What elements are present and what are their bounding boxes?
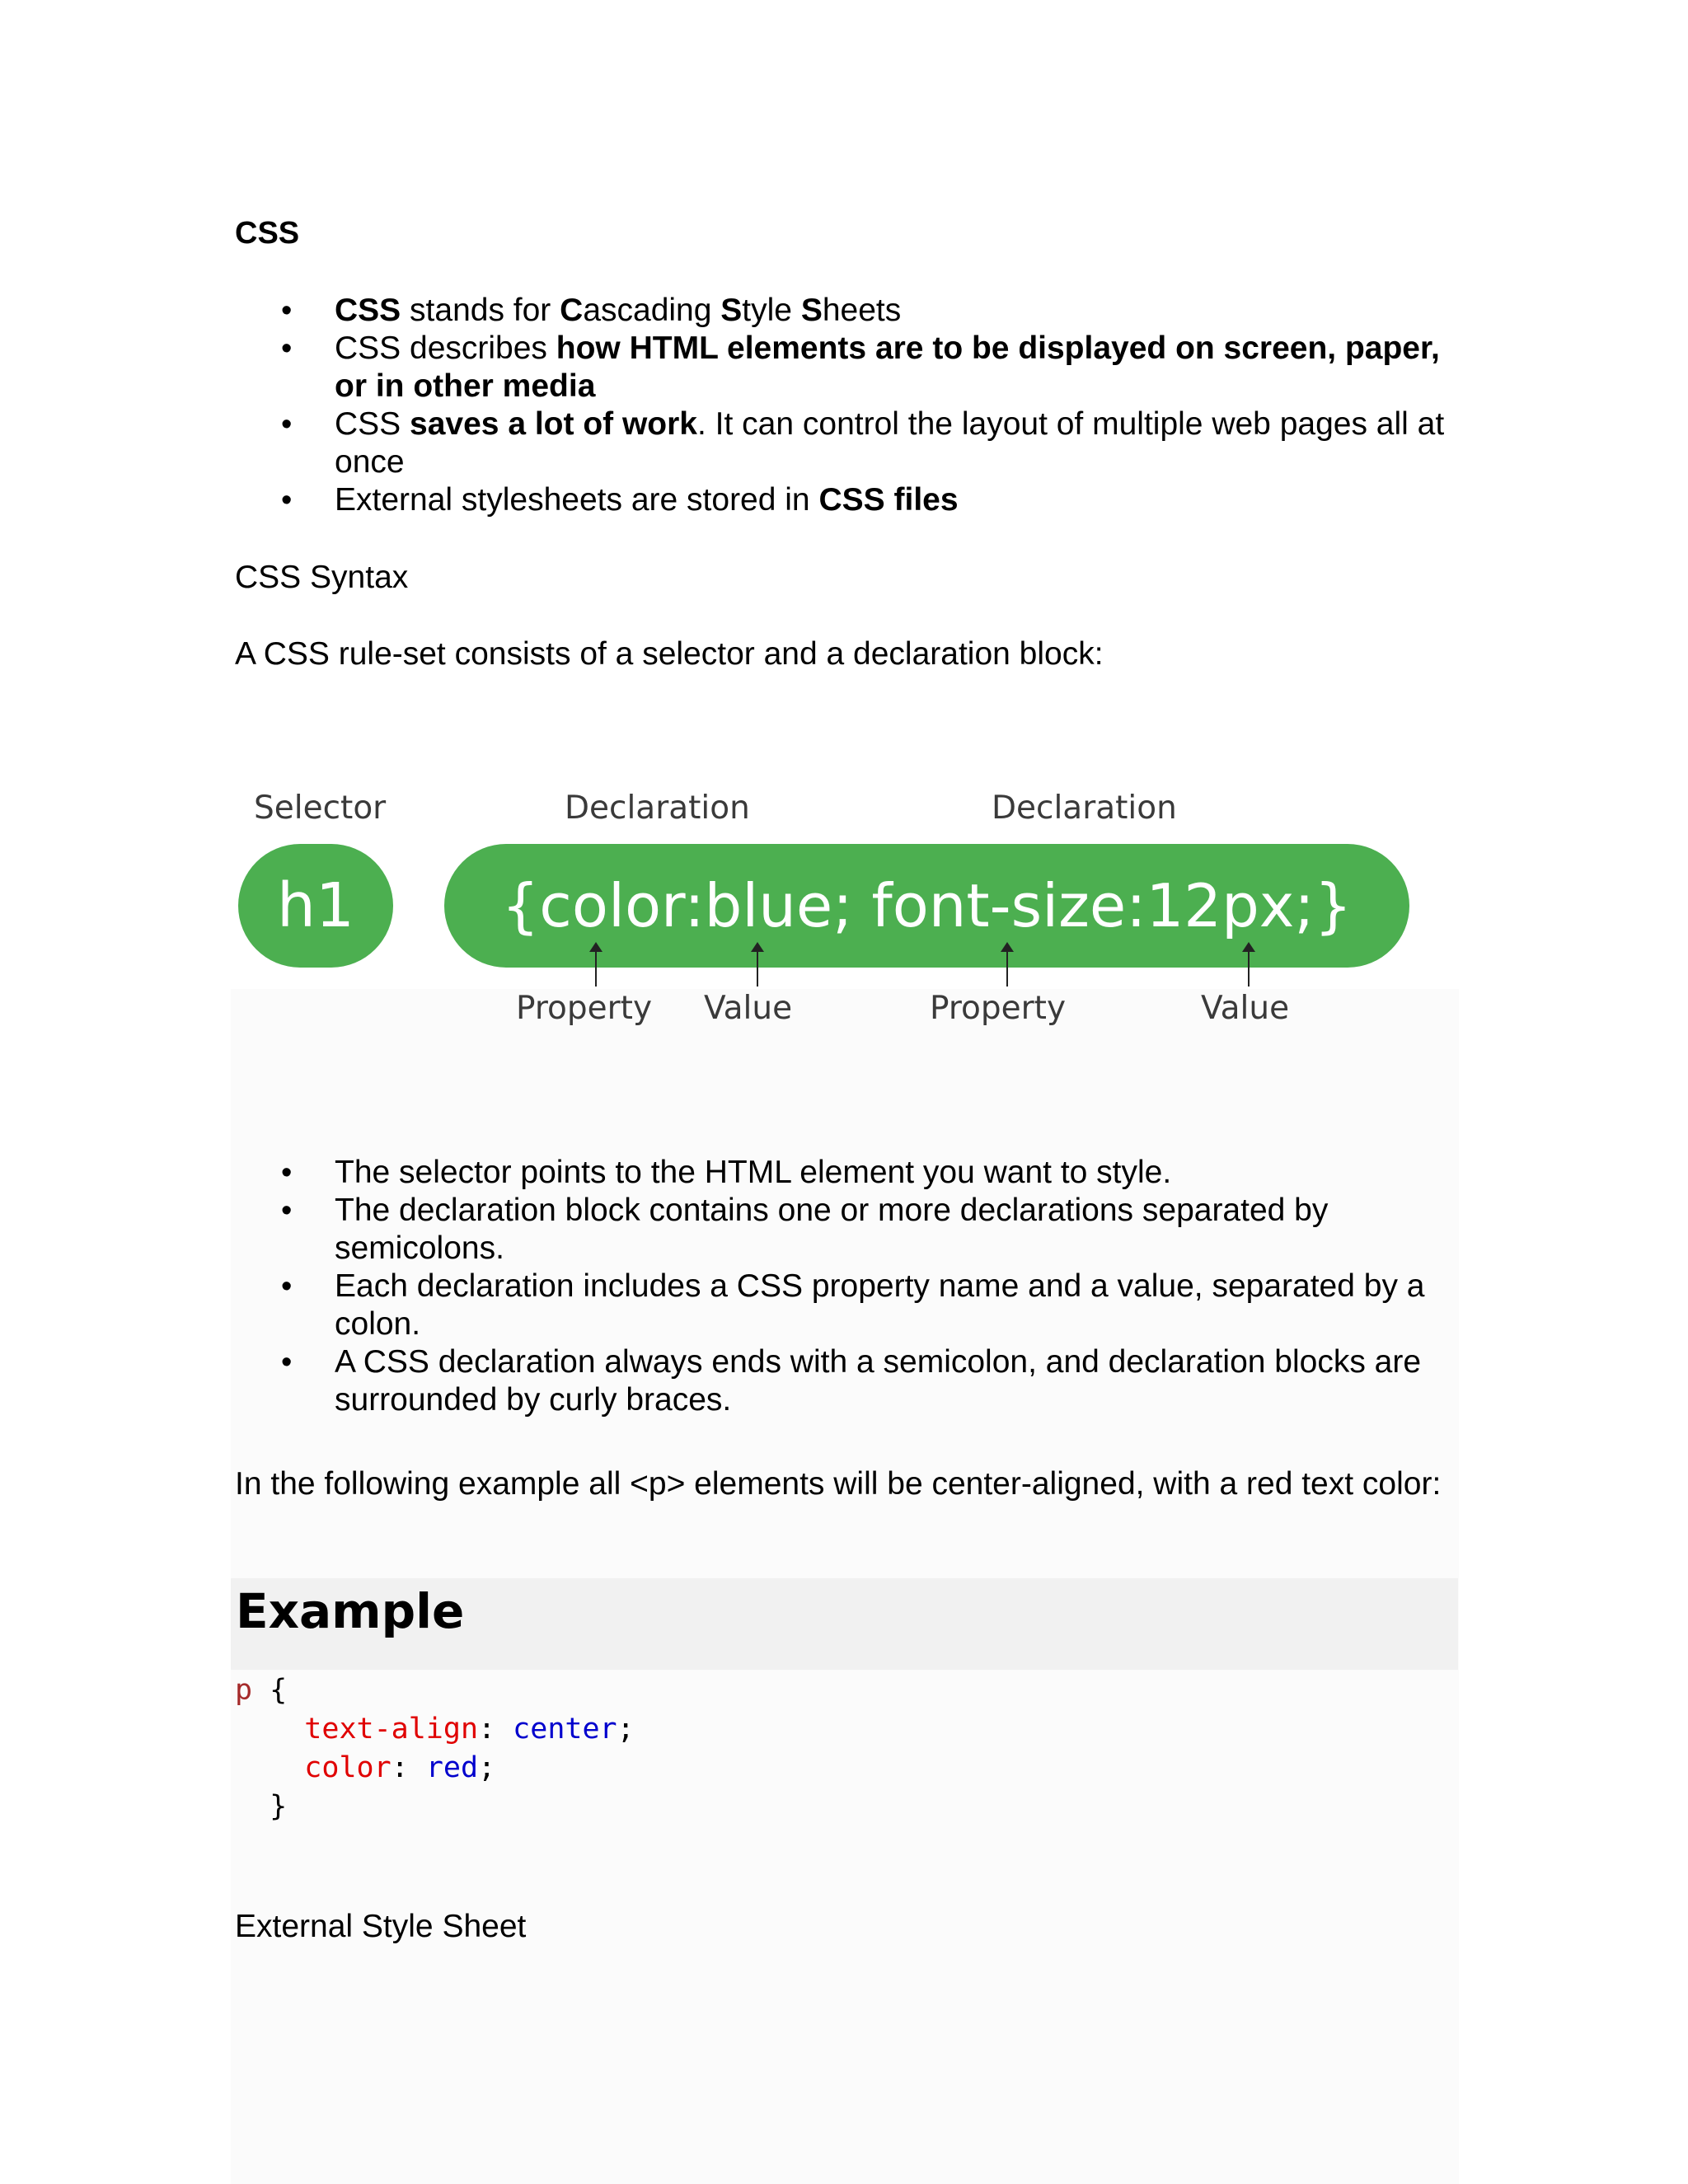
external-style-sheet-heading: External Style Sheet (235, 1909, 527, 1944)
syntax-list-item: • Each declaration includes a CSS property name and a value, separated by a colon. (235, 1268, 1455, 1343)
code-value: red (425, 1751, 479, 1784)
syntax-heading: CSS Syntax (235, 560, 409, 595)
syntax-list-item: • The declaration block contains one or more declarations separated by semicolons. (235, 1192, 1455, 1268)
ruleset-text: A CSS rule-set consists of a selector and a declaration block: (235, 636, 1104, 672)
text-run: S (720, 293, 743, 328)
syntax-list-item: • The selector points to the HTML element you want to style. (235, 1154, 1455, 1192)
text-run: CSS (335, 406, 410, 442)
text-run: CSS describes (335, 330, 556, 366)
code-block: p { text-align: center; color: red; } (235, 1674, 635, 1823)
example-intro-text: In the following example all <p> elements will be center-aligned, with a red text color: (235, 1466, 1442, 1502)
declaration-label-2: Declaration (992, 790, 1177, 827)
declaration-pill: {color:blue; font-size:12px;} (444, 844, 1409, 968)
code-value: center (513, 1713, 617, 1746)
property-label-2: Property (930, 990, 1067, 1027)
example-title: Example (236, 1583, 465, 1639)
code-property: text-align (304, 1713, 479, 1746)
intro-list-item (235, 292, 1455, 330)
text-run: External stylesheets are stored in (335, 482, 819, 518)
selector-pill: h1 (238, 844, 393, 968)
text-run: tyle (742, 293, 801, 328)
intro-list-item (235, 405, 1455, 481)
text-run: CSS (335, 293, 401, 328)
intro-list-item (235, 481, 1455, 519)
page-title: CSS (235, 216, 300, 251)
text-run: C (560, 293, 584, 328)
syntax-list-item: • A CSS declaration always ends with a semicolon, and declaration blocks are surrounded by curly braces. (235, 1343, 1455, 1419)
text-run: ascading (583, 293, 721, 328)
arrow-up-icon (999, 942, 1015, 987)
example-header (231, 1578, 1458, 1670)
syntax-bullet-list (235, 1154, 1455, 1419)
property-label-1: Property (516, 990, 653, 1027)
arrow-up-icon (749, 942, 766, 987)
value-label-1: Value (704, 990, 793, 1027)
code-open-brace: { (252, 1674, 288, 1707)
text-run: saves a lot of work (410, 406, 697, 442)
code-close-brace: } (270, 1790, 288, 1823)
css-syntax-diagram (231, 779, 1434, 1043)
declaration-label-1: Declaration (565, 790, 750, 827)
intro-list-item (235, 330, 1455, 405)
code-property: color (304, 1751, 392, 1784)
arrow-up-icon (1240, 942, 1257, 987)
code-selector: p (235, 1674, 253, 1707)
text-run: stands for (401, 293, 560, 328)
text-run: heets (822, 293, 902, 328)
value-label-2: Value (1201, 990, 1290, 1027)
text-run: CSS files (818, 482, 959, 518)
selector-label: Selector (254, 790, 387, 827)
text-run: how HTML elements are to be displayed on screen, paper, or in other media (335, 330, 1440, 404)
arrow-up-icon (588, 942, 604, 987)
intro-bullet-list (235, 292, 1455, 519)
text-run: S (800, 293, 823, 328)
text-run: . It can control the layout of multiple web pages all at once (335, 406, 1445, 480)
